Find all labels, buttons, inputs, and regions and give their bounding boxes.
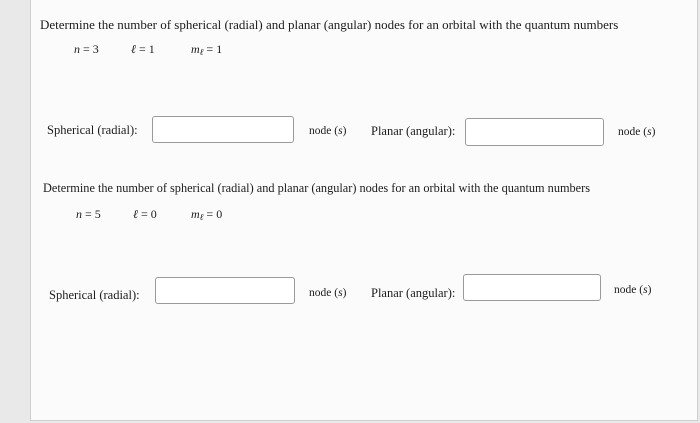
q1-spherical-label: Spherical (radial): [47,123,138,137]
q1-planar-unit: node (s) [618,126,656,138]
q1-quantum-number-n: n = 3 [74,42,99,56]
question-1-prompt: Determine the number of spherical (radial) and planar (angular) nodes for an orbital with the quantum numbers [40,17,619,32]
q1-planar-nodes-input[interactable] [465,118,604,146]
q2-spherical-label: Spherical (radial): [49,288,140,302]
q2-planar-label: Planar (angular): [371,286,456,300]
q2-spherical-nodes-input[interactable] [155,277,295,304]
q1-quantum-number-l: ℓ = 1 [131,42,155,56]
question-panel [30,0,698,421]
q1-spherical-unit: node (s) [309,125,347,137]
q1-quantum-number-ml: $m_\ell = 1$ [191,42,223,57]
q1-planar-label: Planar (angular): [371,124,456,138]
q2-planar-unit: node (s) [614,284,652,296]
question-2-prompt: Determine the number of spherical (radial) and planar (angular) nodes for an orbital with the quantum numbers [43,181,591,195]
q2-quantum-number-n: n = 5 [76,207,101,221]
q1-spherical-nodes-input[interactable] [152,116,294,143]
q2-quantum-number-ml: $m_\ell = 0$ [191,207,223,222]
q2-planar-nodes-input[interactable] [463,274,601,301]
q2-spherical-unit: node (s) [309,287,347,299]
q2-quantum-number-l: ℓ = 0 [133,207,157,221]
